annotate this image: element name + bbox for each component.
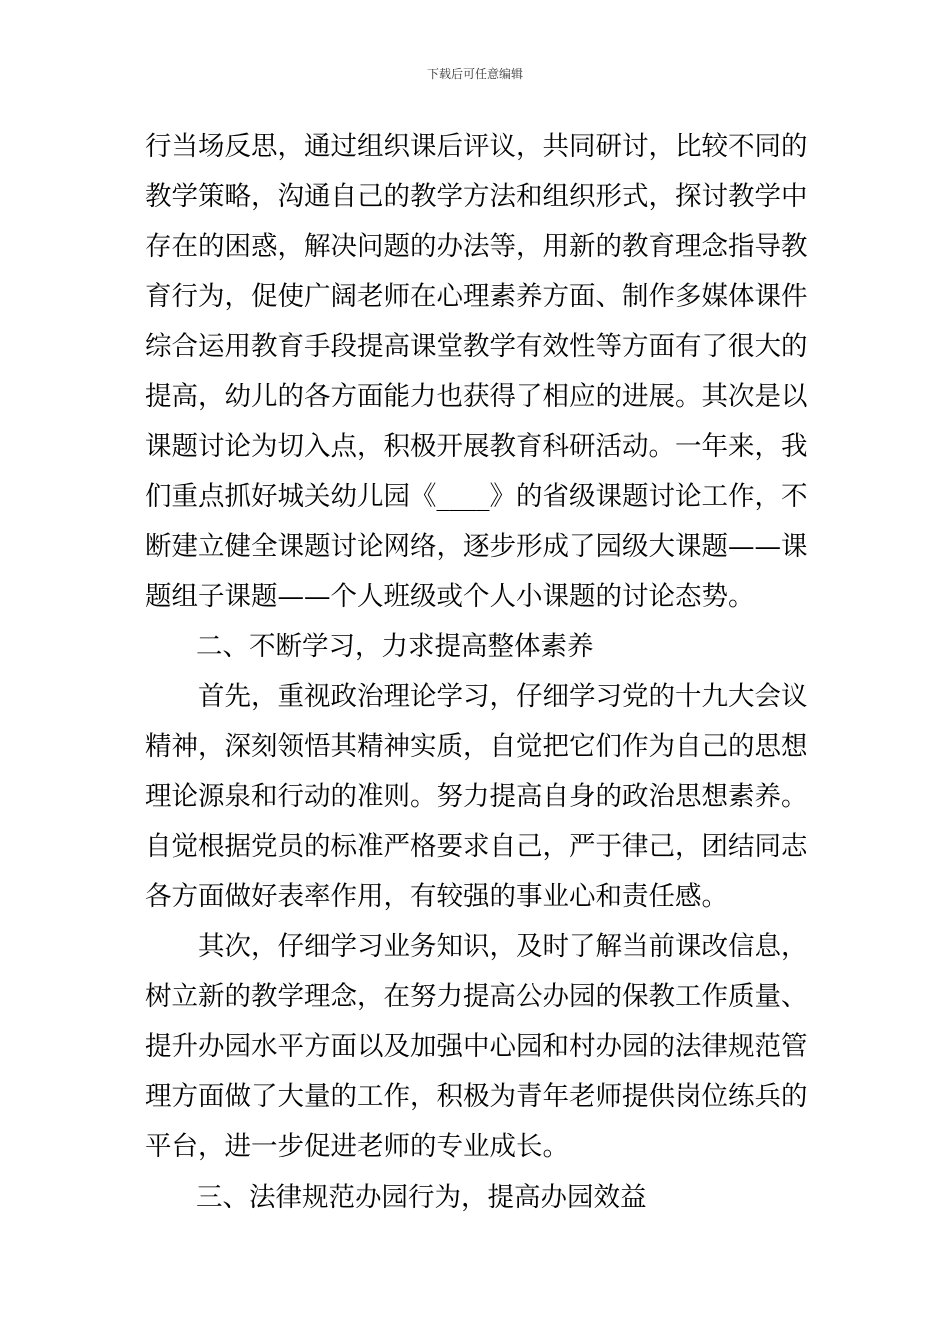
text-line: 理论源泉和行动的准则。努力提高自身的政治思想素养。 (145, 781, 808, 812)
text-line: 其次，仔细学习业务知识，及时了解当前课改信息， (198, 931, 808, 962)
text-line: 提高，幼儿的各方面能力也获得了相应的进展。其次是以 (145, 381, 808, 412)
text-line: 存在的困惑，解决问题的办法等，用新的教育理念指导教 (145, 231, 808, 262)
section-heading: 三、法律规范办园行为，提高办园效益 (196, 1182, 647, 1213)
text-line: 树立新的教学理念，在努力提高公办园的保教工作质量、 (145, 981, 808, 1012)
text-line: 各方面做好表率作用，有较强的事业心和责任感。 (145, 881, 728, 912)
text-line: 断建立健全课题讨论网络，逐步形成了园级大课题——课 (145, 531, 808, 562)
text-line: 首先，重视政治理论学习，仔细学习党的十九大会议 (198, 681, 808, 712)
text-line: 题组子课题——个人班级或个人小课题的讨论态势。 (145, 581, 755, 612)
text-line: 育行为，促使广阔老师在心理素养方面、制作多媒体课件 (145, 281, 808, 312)
text-line: 教学策略，沟通自己的教学方法和组织形式，探讨教学中 (145, 181, 808, 212)
text-line: 自觉根据党员的标准严格要求自己，严于律己，团结同志 (145, 831, 808, 862)
text-line: 提升办园水平方面以及加强中心园和村办园的法律规范管 (145, 1031, 808, 1062)
text-line: 理方面做了大量的工作，积极为青年老师提供岗位练兵的 (145, 1081, 808, 1112)
section-heading: 二、不断学习，力求提高整体素养 (196, 631, 594, 662)
page-header: 下载后可任意编辑 (426, 67, 523, 81)
text-line: 综合运用教育手段提高课堂教学有效性等方面有了很大的 (145, 331, 808, 362)
text-line: 精神，深刻领悟其精神实质，自觉把它们作为自己的思想 (145, 731, 808, 762)
text-line: 课题讨论为切入点，积极开展教育科研活动。一年来，我 (145, 431, 808, 462)
text-line: 行当场反思，通过组织课后评议，共同研讨，比较不同的 (145, 131, 808, 162)
text-line: 平台，进一步促进老师的专业成长。 (145, 1131, 569, 1162)
text-line: 们重点抓好城关幼儿园《____》的省级课题讨论工作，不 (145, 481, 808, 512)
